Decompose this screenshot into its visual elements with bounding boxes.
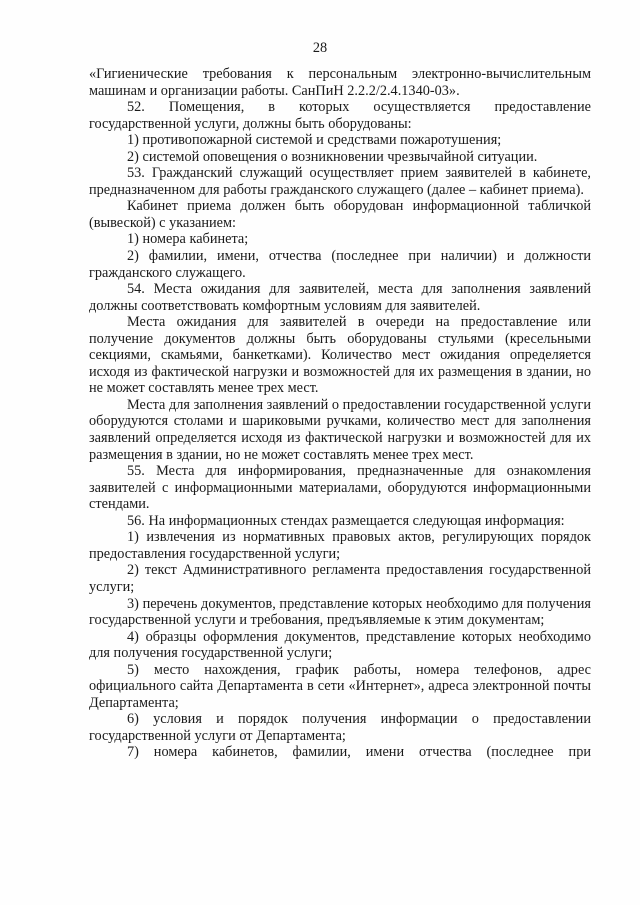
list-item-52-2: 2) системой оповещения о возникновении чрезвычайной ситуации. <box>127 148 538 165</box>
list-item-56-6: 6) условия и порядок получения информации о предоставлении государственной услуги от Департамента; <box>89 711 591 744</box>
paragraph-54-waiting: Места ожидания для заявителей в очереди на предоставление или получение документов должны быть оборудованы стульями (кресельными секциями, скамьями, банкетками). Количество мест ожидания определяется исходя из фактической нагрузки и возможностей для их размещения в здании, но не может составлять менее трех мест. <box>89 314 591 397</box>
list-item-52-1: 1) противопожарной системой и средствами пожаротушения; <box>127 132 502 149</box>
paragraph-52: 52. Помещения, в которых осуществляется предоставление государственной услуги, должны быть оборудованы: <box>89 99 591 132</box>
paragraph-54: 54. Места ожидания для заявителей, места для заполнения заявлений должны соответствовать комфортным условиям для заявителей. <box>89 281 591 314</box>
list-item-56-3: 3) перечень документов, представление которых необходимо для получения государственной услуги и требования, предъявляемые к этим документам; <box>89 595 591 629</box>
list-item-56-4: 4) образцы оформления документов, представление которых необходимо для получения государственной услуги; <box>89 628 591 662</box>
list-item-56-5: 5) место нахождения, график работы, номера телефонов, адрес официального сайта Департамента в сети «Интернет», адреса электронной почты Департамента; <box>89 661 591 711</box>
page-number: 28 <box>312 40 328 56</box>
paragraph-continuation: «Гигиенические требования к персональным электронно-вычислительным машинам и организации работы. СанПиН 2.2.2/2.4.1340-03». <box>89 66 591 99</box>
list-item-56-2: 2) текст Административного регламента предоставления государственной услуги; <box>89 562 591 595</box>
list-item-56-1: 1) извлечения из нормативных правовых актов, регулирующих порядок предоставления государственной услуги; <box>89 529 591 562</box>
list-item-56-7: 7) номера кабинетов, фамилии, имени отчества (последнее при <box>127 744 591 761</box>
list-item-53-1: 1) номера кабинета; <box>127 231 249 248</box>
paragraph-56: 56. На информационных стендах размещается следующая информация: <box>127 512 565 529</box>
paragraph-54-filling: Места для заполнения заявлений о предоставлении государственной услуги оборудуются столами и шариковыми ручками, количество мест для заполнения заявлений определяется исходя из фактической нагрузки и возможностей для их размещения в здании, но не может составлять менее трех мест. <box>89 396 591 463</box>
document-body <box>89 66 591 761</box>
paragraph-53: 53. Гражданский служащий осуществляет прием заявителей в кабинете, предназначенном для работы гражданского служащего (далее – кабинет приема). <box>89 165 591 198</box>
list-item-53-2: 2) фамилии, имени, отчества (последнее при наличии) и должности гражданского служащего. <box>89 248 591 281</box>
paragraph-55: 55. Места для информирования, предназначенные для ознакомления заявителей с информационными материалами, оборудуются информационными стендами. <box>89 463 591 513</box>
paragraph-53-cabinet: Кабинет приема должен быть оборудован информационной табличкой (вывеской) с указанием: <box>89 198 591 231</box>
